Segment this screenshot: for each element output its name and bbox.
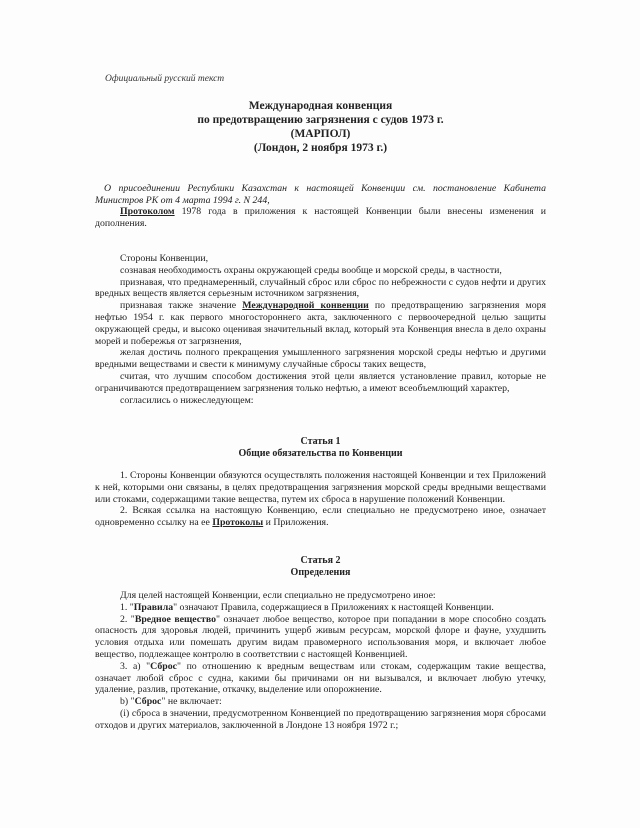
defined-term: Сброс: [150, 660, 177, 672]
title-line-2: по предотвращению загрязнения с судов 1973 г.: [197, 114, 444, 126]
definition-paragraph: 1. "Правила" означают Правила, содержащиеся в Приложениях к настоящей Конвенции.: [120, 601, 494, 613]
protocol-note: [95, 206, 546, 230]
article-number: Статья 1: [300, 436, 341, 447]
preamble-paragraph: сознавая необходимость охраны окружающей среды вообще и морской среды, в частности,: [120, 264, 502, 276]
article-paragraph: 1. Стороны Конвенции обязуются осуществлять положения настоящей Конвенции и тех Приложений к ней, которыми они связаны, в целях предотвращения загрязнения морской среды вредными веществами или стоками, содержащими такие вещества, путем их сброса в нарушение положений Конвенции.: [95, 470, 546, 505]
definition-paragraph: 3. a) "Сброс" по отношению к вредным веществам или стокам, содержащим такие вещества, означает любой сброс с судна, какими бы причинами он ни вызывался, и включает любую утечку, удаление, разлив, протекание, откачку, выделение или опорожнение.: [95, 660, 546, 696]
article-paragraph: Для целей настоящей Конвенции, если специально не предусмотрено иное:: [120, 590, 436, 601]
definition-paragraph: (i) сброса в значении, предусмотренном Конвенцией по предотвращению загрязнения моря сбросами отходов и других материалов, заключенной в Лондоне 13 ноября 1972 г.;: [95, 707, 546, 731]
article-2-heading: [95, 555, 546, 579]
preamble-paragraph: согласились о нижеследующем:: [120, 394, 254, 406]
article-number: Статья 2: [300, 555, 341, 566]
article-title: Определения: [290, 567, 351, 578]
convention-1954-link[interactable]: Международной конвенции: [242, 300, 369, 312]
article-1-body: [95, 470, 546, 529]
protocols-link[interactable]: Протоколы: [212, 517, 264, 529]
article-2-body: [95, 590, 546, 732]
official-text-label: Официальный русский текст: [105, 74, 225, 84]
article-paragraph: 2. Всякая ссылка на настоящую Конвенцию, если специально не предусмотрено иное, означает одновременно ссылку на ее Протоколы и Приложения.: [95, 505, 546, 529]
article-title: Общие обязательства по Конвенции: [238, 448, 403, 459]
accession-note: О присоединении Республики Казахстан к настоящей Конвенции см. постановление Кабинета Министров РК от 4 марта 1994 г. N 244,: [95, 183, 546, 206]
preamble-paragraph: считая, что лучшим способом достижения этой цели является установление правил, которые не ограничиваются предотвращением загрязнения только нефтью, а имеют всеобъемлющий характер,: [95, 370, 546, 394]
defined-term: Правила: [133, 601, 174, 613]
preamble-paragraph: признавая, что преднамеренный, случайный сброс или сброс по небрежности с судов нефти и других вредных веществ является серьезным источником загрязнения,: [95, 276, 546, 300]
defined-term: Вредное вещество: [134, 613, 216, 625]
preamble: [95, 253, 546, 406]
protocol-note-text: 1978 года в приложения к настоящей Конвенции были внесены изменения и дополнения.: [95, 206, 546, 229]
protocol-link[interactable]: Протоколом: [120, 206, 175, 217]
article-1-heading: [95, 436, 546, 460]
definition-paragraph: b) "Сброс" не включает:: [120, 696, 222, 708]
document-title: [95, 99, 546, 155]
defined-term: Сброс: [134, 696, 162, 708]
preamble-paragraph: желая достичь полного прекращения умышленного загрязнения морской среды нефтью и другими вредными веществами и свести к минимуму случайные сбросы таких веществ,: [95, 347, 546, 371]
title-line-3: (МАРПОЛ): [290, 128, 351, 140]
definition-paragraph: 2. "Вредное вещество" означает любое вещество, которое при попадании в море способно создать опасность для здоровья людей, причинить ущерб живым ресурсам, морской флоре и фауне, ухудшить условия отдыха или помешать другим видам правомерного использования моря, и включает любое вещество, подлежащее контролю в соответствии с настоящей Конвенцией.: [95, 613, 546, 660]
preamble-paragraph: признавая также значение Международной конвенции по предотвращению загрязнения моря нефтью 1954 г. как первого многостороннего акта, заключенного с первоочередной целью защиты окружающей среды, и высоко оценивая значительный вклад, который эта Конвенция внесла в дело охраны морей и побережья от загрязнения,: [95, 300, 546, 347]
title-line-1: Международная конвенция: [248, 100, 393, 112]
title-line-4: (Лондон, 2 ноября 1973 г.): [253, 142, 388, 154]
preamble-paragraph: Стороны Конвенции,: [120, 253, 209, 264]
